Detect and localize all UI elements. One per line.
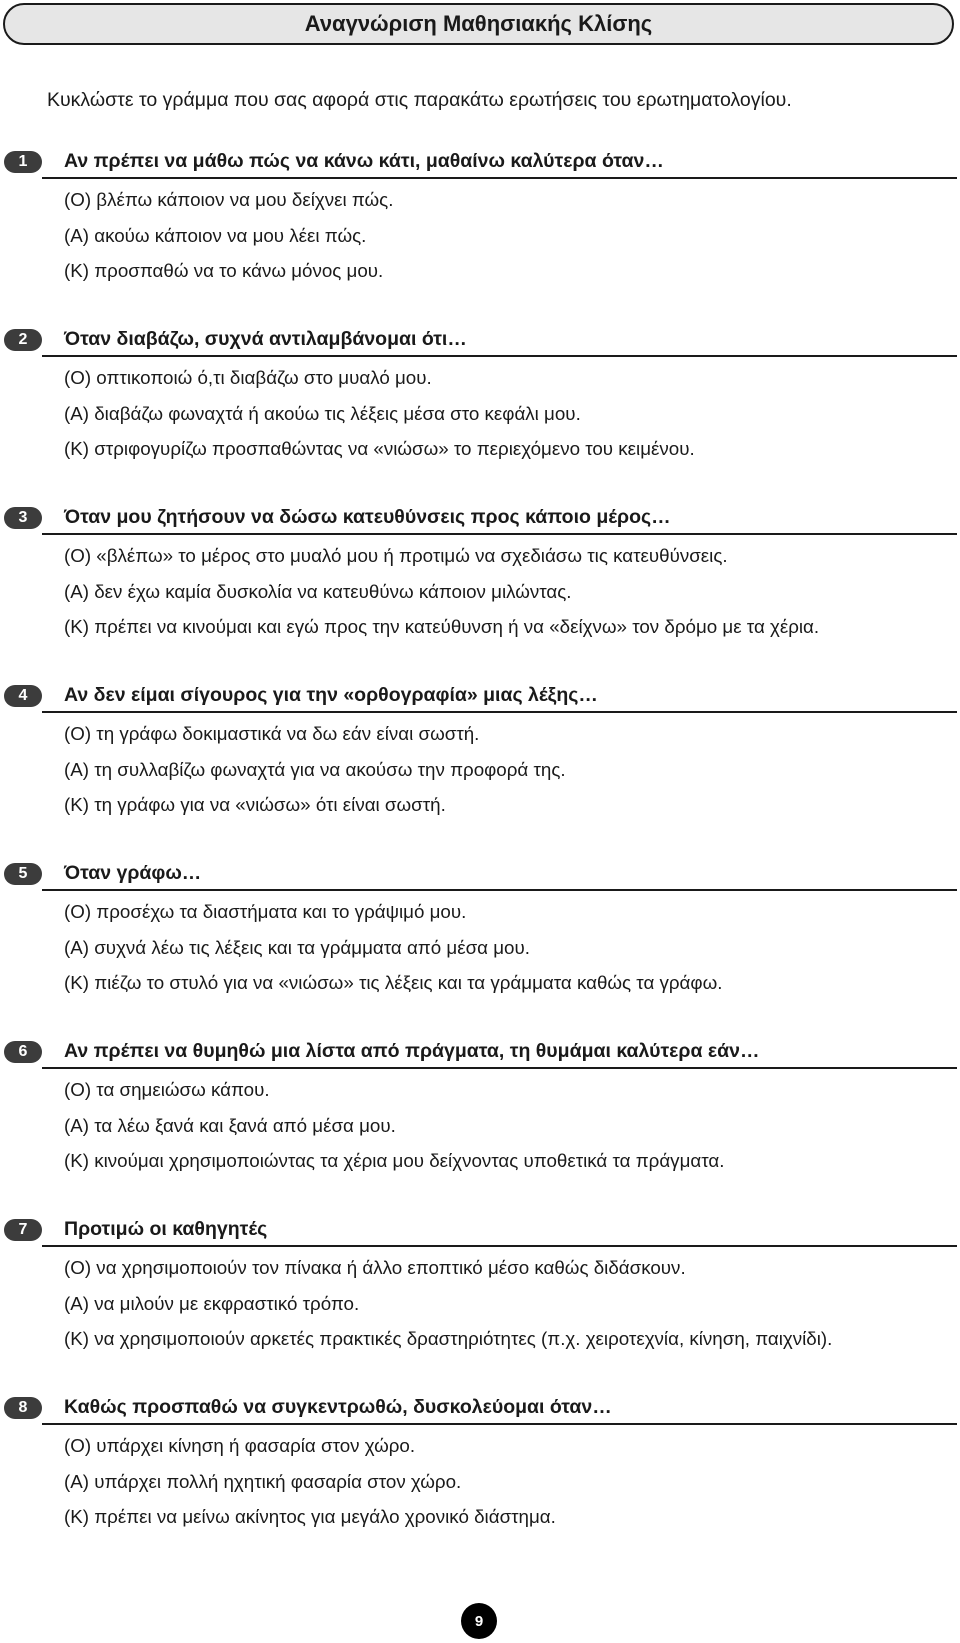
answer-list <box>0 545 960 652</box>
question-number-badge: 2 <box>4 329 42 351</box>
question-header <box>0 1037 960 1067</box>
answer-option-a[interactable]: (Α) διαβάζω φωναχτά ή ακούω τις λέξεις μέσα στο κεφάλι μου. <box>64 402 581 424</box>
question-4 <box>0 681 960 859</box>
answer-option-k[interactable]: (Κ) πρέπει να κινούμαι και εγώ προς την κατεύθυνση ή να «δείχνω» τον δρόμο με τα χέρια. <box>64 616 820 637</box>
answer-option-o[interactable]: (Ο) οπτικοποιώ ό,τι διαβάζω στο μυαλό μου. <box>64 367 432 388</box>
answer-option-k[interactable]: (Κ) πιέζω το στυλό για να «νιώσω» τις λέξεις και τα γράμματα καθώς τα γράφω. <box>64 972 723 993</box>
question-number-badge: 5 <box>4 863 42 885</box>
answer-option-o[interactable]: (Ο) τα σημειώσω κάπου. <box>64 1079 270 1100</box>
answer-option-k[interactable]: (Κ) προσπαθώ να το κάνω μόνος μου. <box>64 260 384 281</box>
answer-list <box>0 367 960 474</box>
answer-list <box>0 1257 960 1364</box>
answer-option-o[interactable]: (Ο) προσέχω τα διαστήματα και το γράψιμό μου. <box>64 901 467 922</box>
page-title-box <box>3 3 954 45</box>
question-header <box>0 503 960 533</box>
answer-option-a[interactable]: (Α) να μιλούν με εκφραστικό τρόπο. <box>64 1292 360 1314</box>
question-2 <box>0 325 960 503</box>
answer-option-o[interactable]: (Ο) βλέπω κάποιον να μου δείχνει πώς. <box>64 189 394 210</box>
question-text: Προτιμώ οι καθηγητές <box>64 1218 268 1240</box>
answer-option-k[interactable]: (Κ) κινούμαι χρησιμοποιώντας τα χέρια μου δείχνοντας υποθετικά τα πράγματα. <box>64 1150 725 1171</box>
question-divider <box>42 1245 957 1247</box>
question-1 <box>0 147 960 325</box>
question-text: Αν πρέπει να θυμηθώ μια λίστα από πράγματα, τη θυμάμαι καλύτερα εάν… <box>64 1040 760 1062</box>
question-3 <box>0 503 960 681</box>
question-header <box>0 325 960 355</box>
question-divider <box>42 1423 957 1425</box>
question-divider <box>42 1067 957 1069</box>
question-text: Όταν διαβάζω, συχνά αντιλαμβάνομαι ότι… <box>64 328 467 350</box>
question-number-badge: 8 <box>4 1397 42 1419</box>
instructions: Κυκλώστε το γράμμα που σας αφορά στις παρακάτω ερωτήσεις του ερωτηματολογίου. <box>47 89 792 111</box>
answer-option-k[interactable]: (Κ) στριφογυρίζω προσπαθώντας να «νιώσω» το περιεχόμενο του κειμένου. <box>64 438 695 459</box>
question-divider <box>42 177 957 179</box>
question-number-badge: 7 <box>4 1219 42 1241</box>
answer-option-o[interactable]: (Ο) «βλέπω» το μέρος στο μυαλό μου ή προτιμώ να σχεδιάσω τις κατευθύνσεις. <box>64 545 728 566</box>
answer-list <box>0 1079 960 1186</box>
question-5 <box>0 859 960 1037</box>
question-divider <box>42 889 957 891</box>
answer-option-k[interactable]: (Κ) τη γράφω για να «νιώσω» ότι είναι σωστή. <box>64 794 446 815</box>
question-header <box>0 1393 960 1423</box>
answer-option-a[interactable]: (Α) συχνά λέω τις λέξεις και τα γράμματα από μέσα μου. <box>64 936 530 958</box>
answer-list <box>0 723 960 830</box>
answer-list <box>0 189 960 296</box>
answer-option-o[interactable]: (Ο) υπάρχει κίνηση ή φασαρία στον χώρο. <box>64 1435 416 1456</box>
answer-option-k[interactable]: (Κ) πρέπει να μείνω ακίνητος για μεγάλο χρονικό διάστημα. <box>64 1506 556 1527</box>
question-header <box>0 859 960 889</box>
answer-option-a[interactable]: (Α) τα λέω ξανά και ξανά από μέσα μου. <box>64 1114 396 1136</box>
question-list <box>0 147 960 1571</box>
page-number: 9 <box>461 1603 497 1639</box>
answer-option-a[interactable]: (Α) υπάρχει πολλή ηχητική φασαρία στον χώρο. <box>64 1470 462 1492</box>
question-number-badge: 3 <box>4 507 42 529</box>
question-number-badge: 6 <box>4 1041 42 1063</box>
answer-option-o[interactable]: (Ο) τη γράφω δοκιμαστικά να δω εάν είναι σωστή. <box>64 723 480 744</box>
question-7 <box>0 1215 960 1393</box>
question-header <box>0 1215 960 1245</box>
page-title: Αναγνώριση Μαθησιακής Κλίσης <box>304 11 653 36</box>
question-text: Όταν γράφω… <box>64 862 202 884</box>
answer-option-k[interactable]: (Κ) να χρησιμοποιούν αρκετές πρακτικές δραστηριότητες (π.χ. χειροτεχνία, κίνηση, παιχνίδι). <box>64 1328 833 1349</box>
answer-list <box>0 1435 960 1542</box>
question-header <box>0 681 960 711</box>
question-text: Αν δεν είμαι σίγουρος για την «ορθογραφία» μιας λέξης… <box>64 684 598 706</box>
question-6 <box>0 1037 960 1215</box>
question-divider <box>42 711 957 713</box>
answer-option-a[interactable]: (Α) ακούω κάποιον να μου λέει πώς. <box>64 224 367 246</box>
question-number-badge: 1 <box>4 151 42 173</box>
question-8 <box>0 1393 960 1571</box>
answer-option-a[interactable]: (Α) δεν έχω καμία δυσκολία να κατευθύνω κάποιον μιλώντας. <box>64 580 572 602</box>
question-number-badge: 4 <box>4 685 42 707</box>
question-divider <box>42 533 957 535</box>
question-divider <box>42 355 957 357</box>
question-text: Όταν μου ζητήσουν να δώσω κατευθύνσεις προς κάποιο μέρος… <box>64 506 671 528</box>
answer-option-a[interactable]: (Α) τη συλλαβίζω φωναχτά για να ακούσω την προφορά της. <box>64 758 566 780</box>
question-text: Αν πρέπει να μάθω πώς να κάνω κάτι, μαθαίνω καλύτερα όταν… <box>64 150 664 172</box>
answer-option-o[interactable]: (Ο) να χρησιμοποιούν τον πίνακα ή άλλο εποπτικό μέσο καθώς διδάσκουν. <box>64 1257 686 1278</box>
question-text: Καθώς προσπαθώ να συγκεντρωθώ, δυσκολεύομαι όταν… <box>64 1396 612 1418</box>
answer-list <box>0 901 960 1008</box>
question-header <box>0 147 960 177</box>
